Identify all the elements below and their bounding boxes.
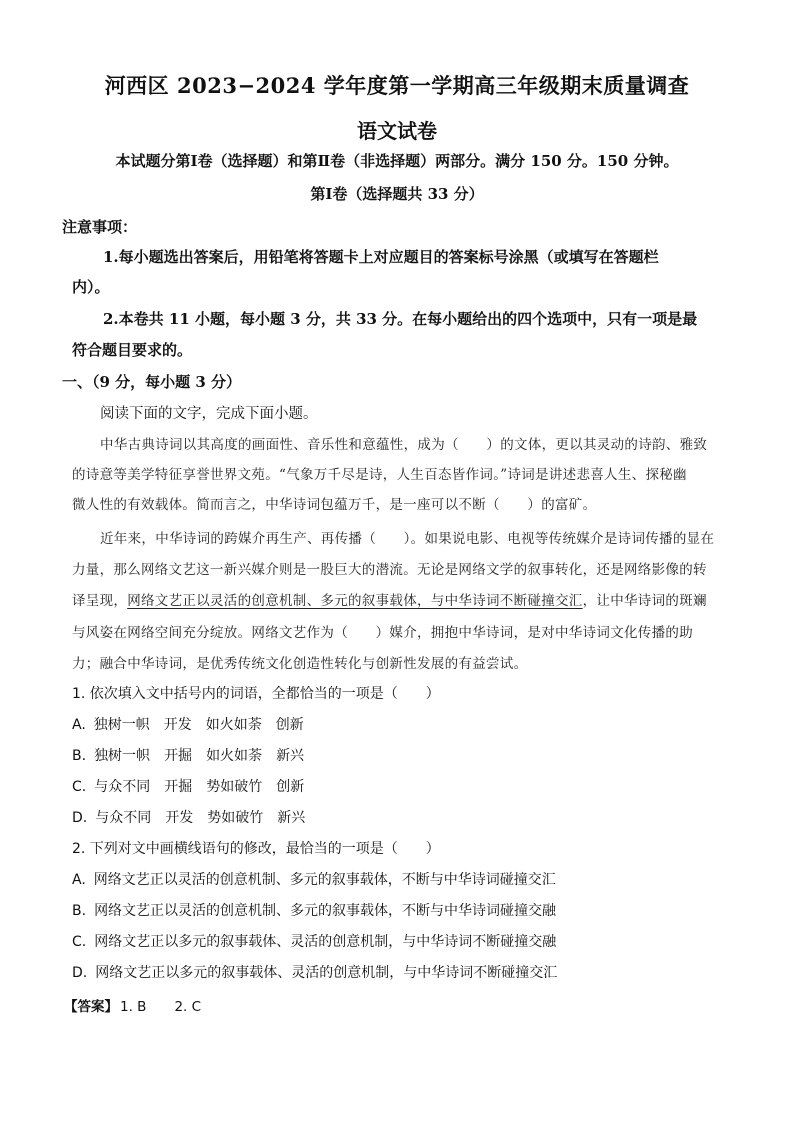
option-text: 网络文艺正以灵活的创意机制、多元的叙事载体，不断与中华诗词碰撞交汇: [93, 872, 556, 888]
note-1-line-1: 1.每小题选出答案后，用铅笔将答题卡上对应题目的答案标号涂黑（或填写在答题栏: [103, 248, 659, 266]
answer-tag: 【答案】: [64, 999, 118, 1015]
reading-instruction: 阅读下面的文字，完成下面小题。: [100, 406, 318, 422]
passage-p2-line-3-prefix: 译呈现，: [72, 593, 128, 609]
question-1-option-c: [72, 776, 318, 796]
part1-heading: 第Ⅰ卷（选择题共 33 分）: [310, 185, 484, 203]
note-2-line-2: 符合题目要求的。: [72, 341, 193, 359]
option-label: B.: [72, 903, 87, 919]
passage-p2-line-3-suffix: ，让中华诗词的斑斓: [582, 593, 707, 609]
option-label: B.: [72, 748, 87, 764]
option-label: A.: [72, 872, 86, 888]
option-word: 与众不同: [94, 779, 151, 795]
passage-p2-line-3: [72, 589, 707, 609]
section-1-heading: 一、（9 分，每小题 3 分）: [62, 373, 242, 391]
option-word: 新兴: [276, 748, 305, 764]
notes-heading: 注意事项：: [62, 218, 138, 236]
passage-p2-line-4: 与风姿在网络空间充分绽放。网络文艺作为（ ）媒介，拥抱中华诗词，是对中华诗词文化传播的助: [72, 625, 693, 641]
option-word: 与众不同: [95, 810, 152, 826]
option-word: 创新: [275, 717, 304, 733]
question-2-option-b: [72, 900, 556, 920]
page-title: 河西区 2023−2024 学年度第一学期高三年级期末质量调查: [104, 73, 690, 98]
passage-p2-line-1: 近年来，中华诗词的跨媒介再生产、再传播（ ）。如果说电影、电视等传统媒介是诗词传播的显在: [100, 531, 715, 547]
option-label: D.: [72, 965, 88, 981]
option-word: 创新: [276, 779, 305, 795]
note-2-line-1: 2.本卷共 11 小题，每小题 3 分，共 33 分。在每小题给出的四个选项中，只有一项是最: [103, 310, 698, 328]
answer-line: [64, 995, 201, 1015]
page-subtitle: 语文试卷: [357, 119, 437, 143]
answer-q2: 2. C: [174, 999, 202, 1015]
question-2-option-c: [72, 931, 556, 951]
option-label: C.: [72, 934, 87, 950]
question-2-stem: 2. 下列对文中画横线语句的修改，最恰当的一项是（ ）: [72, 841, 440, 857]
question-1-stem: 1. 依次填入文中括号内的词语，全都恰当的一项是（ ）: [72, 686, 440, 702]
option-word: 独树一帜: [94, 748, 151, 764]
passage-p1-line-1: 中华古典诗词以其高度的画面性、音乐性和意蕴性，成为（ ）的文体，更以其灵动的诗韵、雅致: [100, 437, 708, 453]
option-label: C.: [72, 779, 87, 795]
option-text: 网络文艺正以多元的叙事载体、灵活的创意机制，与中华诗词不断碰撞交融: [94, 934, 557, 950]
option-label: D.: [72, 810, 88, 826]
option-text: 网络文艺正以多元的叙事载体、灵活的创意机制，与中华诗词不断碰撞交汇: [95, 965, 558, 981]
option-word: 势如破竹: [206, 779, 263, 795]
option-word: 开掘: [164, 779, 193, 795]
answer-q1: 1. B: [120, 999, 147, 1015]
question-1-option-d: [72, 807, 319, 827]
passage-p1-line-3: 微人性的有效载体。简而言之，中华诗词包蕴万千，是一座可以不断（ ）的富矿。: [72, 497, 597, 513]
option-word: 开掘: [164, 748, 193, 764]
option-word: 势如破竹: [207, 810, 264, 826]
option-word: 新兴: [277, 810, 306, 826]
passage-p2-line-2: 力量，那么网络文艺这一新兴媒介则是一股巨大的潜流。无论是网络文学的叙事转化，还是网络影像的转: [72, 562, 707, 578]
option-label: A.: [72, 717, 86, 733]
passage-p2-line-5: 力；融合中华诗词，是优秀传统文化创造性转化与创新性发展的有益尝试。: [72, 656, 528, 672]
option-word: 独树一帜: [93, 717, 150, 733]
question-2-option-d: [72, 962, 557, 982]
option-word: 开发: [163, 717, 192, 733]
option-text: 网络文艺正以灵活的创意机制、多元的叙事载体，不断与中华诗词碰撞交融: [94, 903, 557, 919]
option-word: 如火如荼: [205, 717, 262, 733]
passage-p1-line-2: 的诗意等美学特征享誉世界文苑。“气象万千尽是诗，人生百态皆作词。”诗词是讲述悲喜人生、探秘幽: [72, 467, 687, 483]
option-word: 如火如荼: [206, 748, 263, 764]
underlined-sentence: 网络文艺正以灵活的创意机制、多元的叙事载体，与中华诗词不断碰撞交汇: [127, 593, 583, 609]
note-1-line-2: 内）。: [72, 278, 110, 296]
question-1-option-b: [72, 745, 318, 765]
option-word: 开发: [165, 810, 194, 826]
question-1-option-a: [72, 714, 318, 734]
exam-intro: 本试题分第Ⅰ卷（选择题）和第Ⅱ卷（非选择题）两部分。满分 150 分。150 分钟。: [115, 152, 679, 170]
question-2-option-a: [72, 869, 556, 889]
